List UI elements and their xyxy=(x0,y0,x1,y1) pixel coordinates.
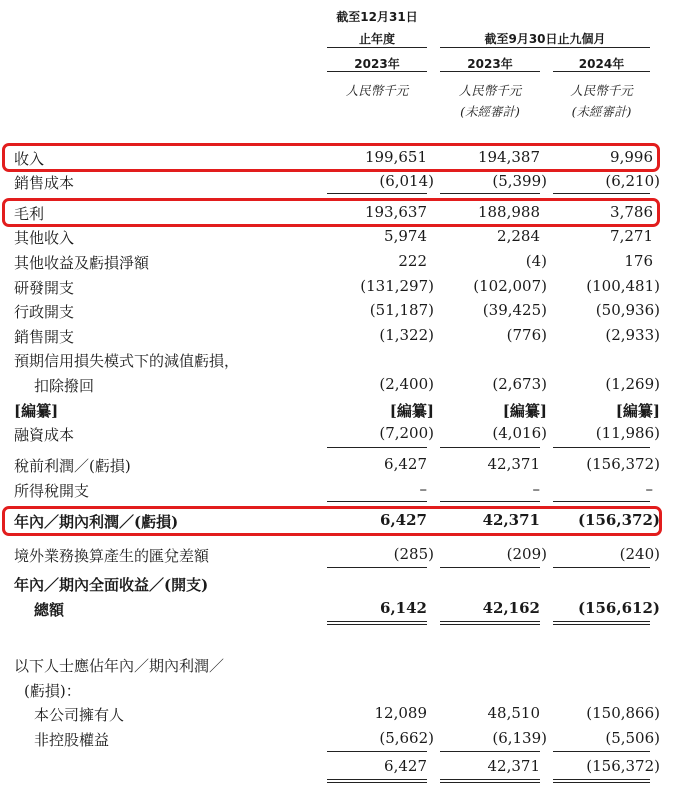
row-finance-costs-value-2: (4,016) xyxy=(492,424,547,442)
pretax-rule-3 xyxy=(553,447,650,448)
row-profit-before-tax-value-1: 6,427 xyxy=(384,455,427,473)
comprehensive-rule-2 xyxy=(440,567,540,568)
row-profit-for-period-value-3: (156,372) xyxy=(577,511,660,529)
header-nine-months: 截至9月30日止九個月 xyxy=(484,32,606,46)
row-label-selling-expenses: 銷售開支 xyxy=(14,328,75,346)
final-rule-2 xyxy=(440,751,540,752)
row-total-comprehensive-value-2: 42,162 xyxy=(482,599,540,617)
header-unit-1: 人民幣千元 xyxy=(345,83,409,98)
total-double-rule-3b xyxy=(553,624,650,625)
row-owners-value-2: 48,510 xyxy=(487,704,540,722)
row-label-rd-expenses: 研發開支 xyxy=(14,279,75,297)
profit-rule-2 xyxy=(440,501,540,502)
header-rule-fy xyxy=(327,47,427,48)
row-redacted-value-2: [編纂] xyxy=(502,402,547,420)
row-revenue-value-2: 194,387 xyxy=(477,148,540,166)
header-fy-line1: 截至12月31日 xyxy=(336,10,418,24)
subtotal-rule-1 xyxy=(327,193,427,194)
header-unit-2: 人民幣千元 xyxy=(458,83,522,98)
row-redacted-value-1: [編纂] xyxy=(389,402,434,420)
profit-rule-3 xyxy=(553,501,650,502)
comprehensive-rule-3 xyxy=(553,567,650,568)
row-exchange-differences-value-1: (285) xyxy=(393,545,434,563)
row-admin-expenses-value-3: (50,936) xyxy=(595,301,660,319)
row-revenue-value-1: 199,651 xyxy=(364,148,427,166)
row-profit-before-tax-value-2: 42,371 xyxy=(487,455,540,473)
row-rd-expenses-value-3: (100,481) xyxy=(586,277,660,295)
row-total-comprehensive-value-1: 6,142 xyxy=(380,599,427,617)
row-label-impairment-line2: 扣除撥回 xyxy=(34,377,95,395)
row-profit-for-period-value-2: 42,371 xyxy=(482,511,540,529)
subtotal-rule-3 xyxy=(553,193,650,194)
row-label-total-comprehensive-line1: 年內／期內全面收益／(開支) xyxy=(14,576,209,594)
final-double-rule-1b xyxy=(327,782,427,783)
row-cost-of-sales-value-1: (6,014) xyxy=(379,172,434,190)
row-owners-value-3: (150,866) xyxy=(586,704,660,722)
row-non-controlling-value-3: (5,506) xyxy=(605,729,660,747)
pretax-rule-2 xyxy=(440,447,540,448)
row-label-profit-for-period: 年內／期內利潤／(虧損) xyxy=(14,513,179,531)
row-label-redacted: [編纂] xyxy=(14,402,59,420)
header-rule-year-2 xyxy=(440,71,540,72)
header-unit-note-3: (未經審計) xyxy=(571,104,632,119)
total-double-rule-1a xyxy=(327,621,427,622)
row-label-other-gains: 其他收益及虧損淨額 xyxy=(14,254,150,272)
row-impairment-value-2: (2,673) xyxy=(492,375,547,393)
comprehensive-rule-1 xyxy=(327,567,427,568)
row-selling-expenses-value-1: (1,322) xyxy=(379,326,434,344)
row-selling-expenses-value-2: (776) xyxy=(506,326,547,344)
row-label-owners: 本公司擁有人 xyxy=(34,706,125,724)
total-double-rule-3a xyxy=(553,621,650,622)
row-other-gains-value-1: 222 xyxy=(398,252,427,270)
row-other-gains-value-2: (4) xyxy=(525,252,547,270)
total-double-rule-1b xyxy=(327,624,427,625)
row-revenue-value-3: 9,996 xyxy=(610,148,653,166)
row-label-cost-of-sales: 銷售成本 xyxy=(14,174,75,192)
row-cost-of-sales-value-2: (5,399) xyxy=(492,172,547,190)
row-admin-expenses-value-1: (51,187) xyxy=(369,301,434,319)
final-double-rule-1a xyxy=(327,779,427,780)
row-income-tax-value-3: – xyxy=(645,480,653,498)
row-owners-value-1: 12,089 xyxy=(374,704,427,722)
row-label-exchange-differences: 境外業務換算產生的匯兌差額 xyxy=(14,547,210,565)
row-final-total-value-3: (156,372) xyxy=(586,757,660,775)
row-income-tax-value-2: – xyxy=(532,480,540,498)
row-impairment-value-3: (1,269) xyxy=(605,375,660,393)
row-final-total-value-1: 6,427 xyxy=(384,757,427,775)
header-year-3: 2024年 xyxy=(578,57,625,71)
final-rule-3 xyxy=(553,751,650,752)
header-rule-nine-months xyxy=(440,47,650,48)
row-other-income-value-2: 2,284 xyxy=(497,227,540,245)
row-gross-profit-value-2: 188,988 xyxy=(477,203,540,221)
header-rule-year-3 xyxy=(553,71,650,72)
row-selling-expenses-value-3: (2,933) xyxy=(605,326,660,344)
row-non-controlling-value-2: (6,139) xyxy=(492,729,547,747)
row-finance-costs-value-3: (11,986) xyxy=(595,424,660,442)
row-profit-before-tax-value-3: (156,372) xyxy=(586,455,660,473)
row-label-finance-costs: 融資成本 xyxy=(14,426,75,444)
row-label-attributable-line1: 以下人士應佔年內／期內利潤／ xyxy=(14,657,225,675)
row-exchange-differences-value-2: (209) xyxy=(506,545,547,563)
row-final-total-value-2: 42,371 xyxy=(487,757,540,775)
final-double-rule-2b xyxy=(440,782,540,783)
row-rd-expenses-value-1: (131,297) xyxy=(360,277,434,295)
row-label-revenue: 收入 xyxy=(14,150,45,168)
row-label-admin-expenses: 行政開支 xyxy=(14,303,75,321)
final-double-rule-2a xyxy=(440,779,540,780)
row-redacted-value-3: [編纂] xyxy=(615,402,660,420)
final-rule-1 xyxy=(327,751,427,752)
row-income-tax-value-1: – xyxy=(419,480,427,498)
row-label-income-tax: 所得稅開支 xyxy=(14,482,90,500)
header-year-2: 2023年 xyxy=(467,57,513,71)
row-other-gains-value-3: 176 xyxy=(624,252,653,270)
row-cost-of-sales-value-3: (6,210) xyxy=(605,172,660,190)
row-label-total-comprehensive-line2: 總額 xyxy=(34,601,65,619)
row-other-income-value-1: 5,974 xyxy=(384,227,427,245)
header-unit-note-2: (未經審計) xyxy=(460,104,520,119)
row-label-impairment-line1: 預期信用損失模式下的減值虧損， xyxy=(14,352,240,370)
row-label-non-controlling: 非控股權益 xyxy=(34,731,110,749)
row-label-profit-before-tax: 稅前利潤／(虧損) xyxy=(14,457,131,475)
row-label-attributable-line2: (虧損)： xyxy=(24,682,81,700)
row-rd-expenses-value-2: (102,007) xyxy=(473,277,547,295)
header-unit-3: 人民幣千元 xyxy=(570,83,633,98)
row-other-income-value-3: 7,271 xyxy=(610,227,653,245)
total-double-rule-2a xyxy=(440,621,540,622)
row-total-comprehensive-value-3: (156,612) xyxy=(577,599,660,617)
final-double-rule-3b xyxy=(553,782,650,783)
row-admin-expenses-value-2: (39,425) xyxy=(482,301,547,319)
profit-rule-1 xyxy=(327,501,427,502)
subtotal-rule-2 xyxy=(440,193,540,194)
row-finance-costs-value-1: (7,200) xyxy=(379,424,434,442)
header-fy-line2: 止年度 xyxy=(358,32,395,46)
final-double-rule-3a xyxy=(553,779,650,780)
row-gross-profit-value-1: 193,637 xyxy=(364,203,427,221)
row-profit-for-period-value-1: 6,427 xyxy=(380,511,427,529)
row-label-gross-profit: 毛利 xyxy=(14,205,45,223)
row-non-controlling-value-1: (5,662) xyxy=(379,729,434,747)
pretax-rule-1 xyxy=(327,447,427,448)
header-year-1: 2023年 xyxy=(354,57,400,71)
row-exchange-differences-value-3: (240) xyxy=(619,545,660,563)
header-rule-year-1 xyxy=(327,71,427,72)
row-label-other-income: 其他收入 xyxy=(14,229,75,247)
total-double-rule-2b xyxy=(440,624,540,625)
row-impairment-value-1: (2,400) xyxy=(379,375,434,393)
row-gross-profit-value-3: 3,786 xyxy=(610,203,653,221)
